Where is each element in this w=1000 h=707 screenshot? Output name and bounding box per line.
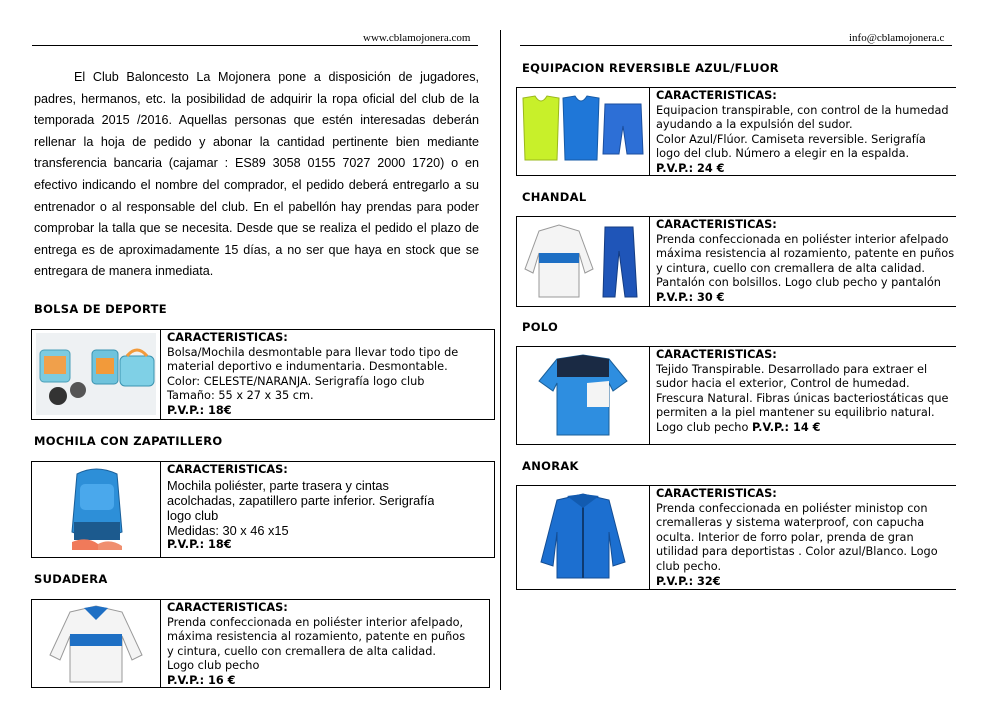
chandal-line: y cintura, cuello con cremallera de alta calidad. <box>656 261 925 275</box>
anorak-price: P.V.P.: 32€ <box>656 574 721 588</box>
bolsa-line: Tamaño: 55 x 27 x 35 cm. <box>167 389 314 403</box>
mochila-image <box>32 462 161 557</box>
bolsa-image <box>32 330 161 419</box>
mochila-line: Medidas: 30 x 46 x15 <box>167 523 289 539</box>
equipacion-line: ayudando a la expulsión del sudor. <box>656 118 853 132</box>
product-box-equipacion <box>516 87 956 176</box>
product-box-mochila <box>31 461 495 558</box>
anorak-line: club pecho. <box>656 559 722 573</box>
polo-heading: CARACTERISTICAS: <box>656 348 777 361</box>
mochila-characteristics <box>161 462 434 557</box>
header-rule-right <box>520 45 952 46</box>
equipacion-line: Equipacion transpirable, con control de la humedad <box>656 103 949 117</box>
product-box-chandal <box>516 216 956 307</box>
equipacion-characteristics <box>650 88 949 175</box>
polo-line: sudor hacia el exterior, Control de humedad. <box>656 377 910 391</box>
chandal-line: Pantalón con bolsillos. Logo club pecho y pantalón <box>656 276 941 290</box>
chandal-characteristics <box>650 217 954 306</box>
bolsa-characteristics <box>161 330 458 419</box>
mochila-line: logo club <box>167 508 219 523</box>
section-title-equipacion: EQUIPACION REVERSIBLE AZUL/FLUOR <box>522 61 779 75</box>
equipacion-image <box>517 88 650 175</box>
section-title-chandal: CHANDAL <box>522 190 587 204</box>
product-box-anorak <box>516 485 956 590</box>
section-title-mochila: MOCHILA CON ZAPATILLERO <box>34 434 223 448</box>
section-title-polo: POLO <box>522 320 559 334</box>
equipacion-price: P.V.P.: 24 € <box>656 161 725 175</box>
anorak-line: utilidad para deportistas . Color azul/Blanco. Logo <box>656 545 938 559</box>
chandal-price: P.V.P.: 30 € <box>656 290 725 304</box>
bolsa-price: P.V.P.: 18€ <box>167 403 232 417</box>
anorak-characteristics <box>650 486 938 589</box>
polo-line: Tejido Transpirable. Desarrollado para extraer el <box>656 362 928 376</box>
polo-line: permiten a la piel mantener su equilibrio natural. <box>656 406 935 420</box>
polo-characteristics <box>650 347 948 444</box>
header-rule-left <box>32 45 478 46</box>
chandal-line: Prenda confeccionada en poliéster interior afelpado <box>656 232 949 246</box>
sudadera-characteristics <box>161 600 465 687</box>
polo-line: Frescura Natural. Fibras únicas bacteriostáticas que <box>656 391 949 405</box>
section-title-sudadera: SUDADERA <box>34 572 108 586</box>
anorak-image <box>517 486 650 589</box>
polo-image <box>517 347 650 444</box>
sudadera-line: Prenda confeccionada en poliéster interior afelpado, <box>167 615 464 629</box>
product-box-polo <box>516 346 956 445</box>
bolsa-line: Bolsa/Mochila desmontable para llevar todo tipo de <box>167 345 459 359</box>
product-box-bolsa <box>31 329 495 420</box>
sudadera-image <box>32 600 161 687</box>
chandal-heading: CARACTERISTICAS: <box>656 218 777 231</box>
polo-line-prefix: Logo club pecho <box>656 420 752 434</box>
chandal-line: máxima resistencia al rozamiento, patente en puños <box>656 247 955 261</box>
section-title-bolsa: BOLSA DE DEPORTE <box>34 302 167 316</box>
sudadera-price: P.V.P.: 16 € <box>167 673 236 687</box>
bolsa-heading: CARACTERISTICAS: <box>167 331 288 344</box>
website-header: www.cblamojonera.com <box>363 32 471 44</box>
sudadera-line: máxima resistencia al rozamiento, patente en puños <box>167 630 466 644</box>
mochila-line: Mochila poliéster, parte trasera y cintas <box>167 477 389 493</box>
equipacion-line: Color Azul/Flúor. Camiseta reversible. Serigrafía <box>656 132 926 146</box>
product-box-sudadera <box>31 599 490 688</box>
mochila-line: acolchadas, zapatillero parte inferior. Serigrafía <box>167 492 435 508</box>
anorak-line: Prenda confeccionada en poliéster ministop con <box>656 501 928 515</box>
sudadera-heading: CARACTERISTICAS: <box>167 601 288 614</box>
column-divider <box>500 30 501 690</box>
polo-last-line <box>656 421 948 436</box>
polo-price: P.V.P.: 14 € <box>751 420 821 434</box>
intro-paragraph: El Club Baloncesto La Mojonera pone a disposición de jugadores, padres, hermanos, etc. la posibilidad de adquirir la ropa oficial del club de la temporada 2015 /2016. Aquellas personas que estén interesadas deberán rellenar la hoja de pedido y abonar la cantidad pertinente bien mediante transferencia bancaria (cajamar : ES89 3058 0155 7027 2000 1720) o en efectivo indicando el nombre del comprador, el pedido deberá entregarlo a su entrenador o al responsable del club. En el pabellón hay prendas para poder comprobar la talla que se necesita. Desde que se realiza el pedido el plazo de entrega es de aproximadamente 15 días, a no ser que haya en stock que se entregara de manera inmediata. <box>34 70 479 279</box>
anorak-line: cremalleras y sistema waterproof, con capucha <box>656 516 925 530</box>
email-header: info@cblamojonera.c <box>849 32 945 44</box>
equipacion-heading: CARACTERISTICAS: <box>656 89 777 102</box>
anorak-heading: CARACTERISTICAS: <box>656 487 777 500</box>
equipacion-line: logo del club. Número a elegir en la espalda. <box>656 147 910 161</box>
sudadera-line: y cintura, cuello con cremallera de alta calidad. <box>167 644 436 658</box>
mochila-price: P.V.P.: 18€ <box>167 538 232 552</box>
chandal-image <box>517 217 650 306</box>
mochila-heading: CARACTERISTICAS: <box>167 463 288 476</box>
section-title-anorak: ANORAK <box>522 459 579 473</box>
sudadera-line: Logo club pecho <box>167 659 260 673</box>
anorak-line: oculta. Interior de forro polar, prenda de gran <box>656 530 914 544</box>
bolsa-line: material deportivo e indumentaria. Desmontable. <box>167 360 448 374</box>
bolsa-line: Color: CELESTE/NARANJA. Serigrafía logo club <box>167 374 425 388</box>
